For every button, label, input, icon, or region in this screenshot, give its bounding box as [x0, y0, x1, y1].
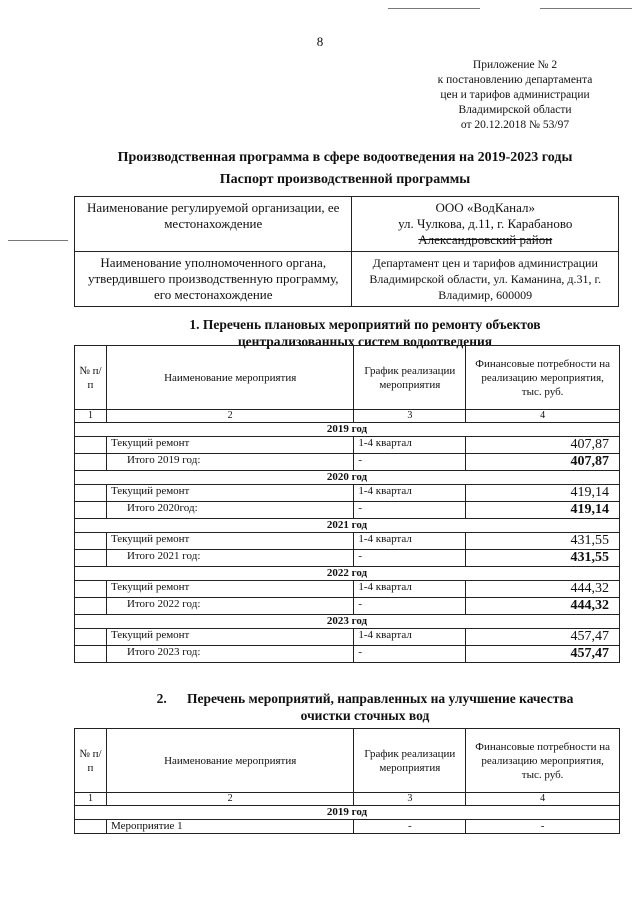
total-row	[75, 550, 620, 567]
passport-table	[74, 196, 619, 307]
main-title: Производственная программа в сфере водоотведения на 2019-2023 годы	[117, 150, 573, 165]
total-dash: -	[354, 646, 466, 663]
scan-artifact	[540, 8, 632, 9]
total-row	[75, 502, 620, 519]
item-period: 1-4 квартал	[354, 533, 466, 550]
total-dash: -	[354, 502, 466, 519]
total-label: Итого 2023 год:	[106, 646, 353, 663]
table-row	[75, 533, 620, 550]
scan-artifact	[8, 240, 68, 241]
col-number: 1	[75, 793, 107, 806]
page-number: 8	[316, 34, 324, 49]
table-row	[75, 629, 620, 646]
appendix-block	[415, 58, 615, 133]
table-row	[75, 820, 620, 834]
header-name: Наименование мероприятия	[106, 346, 353, 410]
appendix-line: от 20.12.2018 № 53/97	[460, 119, 570, 131]
item-period: 1-4 квартал	[354, 437, 466, 454]
total-row	[75, 454, 620, 471]
passport-value	[352, 197, 619, 252]
table-row	[75, 485, 620, 502]
item-name: Текущий ремонт	[106, 629, 353, 646]
year-label: 2020 год	[75, 471, 620, 485]
item-period: 1-4 квартал	[354, 581, 466, 598]
total-dash: -	[354, 454, 466, 471]
appendix-line: Владимирской области	[458, 104, 572, 116]
total-row	[75, 646, 620, 663]
org-address: ул. Чулкова, д.11, г. Карабаново	[398, 216, 573, 231]
repair-table	[74, 345, 620, 663]
header-finance: Финансовые потребности на реализацию мероприятия, тыс. руб.	[466, 346, 620, 410]
section2-title	[105, 690, 625, 724]
table-header-row	[75, 346, 620, 410]
col-number: 4	[466, 410, 620, 423]
year-row	[75, 567, 620, 581]
col-number: 3	[354, 410, 466, 423]
passport-label: Наименование уполномоченного органа, утвердившего производственную программу, его местонахождение	[75, 252, 352, 307]
total-dash: -	[354, 550, 466, 567]
section1-title-line: централизованных систем водоотведения	[237, 334, 493, 349]
year-row	[75, 615, 620, 629]
quality-table	[74, 728, 620, 834]
item-name: Текущий ремонт	[106, 485, 353, 502]
column-number-row	[75, 410, 620, 423]
appendix-line: цен и тарифов администрации	[440, 89, 590, 101]
col-number: 1	[75, 410, 107, 423]
year-row	[75, 423, 620, 437]
total-value: 444,32	[466, 598, 620, 615]
item-value: 444,32	[466, 581, 620, 598]
scan-artifact	[388, 8, 480, 9]
year-label: 2019 год	[75, 423, 620, 437]
item-value: 431,55	[466, 533, 620, 550]
header-schedule: График реализации мероприятия	[354, 729, 466, 793]
section2-title-line: очистки сточных вод	[300, 708, 430, 723]
year-row	[75, 806, 620, 820]
total-label: Итого 2020год:	[106, 502, 353, 519]
total-label: Итого 2019 год:	[106, 454, 353, 471]
item-value: 419,14	[466, 485, 620, 502]
item-name: Текущий ремонт	[106, 581, 353, 598]
year-label: 2023 год	[75, 615, 620, 629]
year-row	[75, 519, 620, 533]
col-number: 4	[466, 793, 620, 806]
item-value: 407,87	[466, 437, 620, 454]
year-row	[75, 471, 620, 485]
total-row	[75, 598, 620, 615]
col-number: 2	[106, 793, 353, 806]
header-num: № п/п	[75, 729, 107, 793]
appendix-line: Приложение № 2	[472, 59, 558, 71]
item-name: Текущий ремонт	[106, 533, 353, 550]
total-value: 457,47	[466, 646, 620, 663]
item-period: 1-4 квартал	[354, 629, 466, 646]
col-number: 3	[354, 793, 466, 806]
passport-title: Паспорт производственной программы	[219, 172, 471, 187]
year-label: 2019 год	[75, 806, 620, 820]
item-name: Мероприятие 1	[106, 820, 353, 834]
table-row	[75, 581, 620, 598]
year-label: 2021 год	[75, 519, 620, 533]
passport-label: Наименование регулируемой организации, ее местонахождение	[75, 197, 352, 252]
item-finance: -	[466, 820, 620, 834]
section1-title-line: 1. Перечень плановых мероприятий по ремонту объектов	[189, 317, 541, 332]
header-name: Наименование мероприятия	[106, 729, 353, 793]
total-label: Итого 2021 год:	[106, 550, 353, 567]
org-district: Александровский район	[418, 232, 553, 247]
item-schedule: -	[354, 820, 466, 834]
appendix-line: к постановлению департамента	[437, 74, 593, 86]
col-number: 2	[106, 410, 353, 423]
org-name: ООО «ВодКанал»	[435, 200, 535, 215]
column-number-row	[75, 793, 620, 806]
total-value: 419,14	[466, 502, 620, 519]
year-label: 2022 год	[75, 567, 620, 581]
table-header-row	[75, 729, 620, 793]
header-num: № п/п	[75, 346, 107, 410]
header-finance: Финансовые потребности на реализацию мероприятия, тыс. руб.	[466, 729, 620, 793]
passport-value: Департамент цен и тарифов администрации Владимирской области, ул. Каманина, д.31, г. Владимир, 600009	[352, 252, 619, 307]
total-dash: -	[354, 598, 466, 615]
total-value: 431,55	[466, 550, 620, 567]
section2-title-line: 2. Перечень мероприятий, направленных на улучшение качества	[156, 691, 574, 706]
item-value: 457,47	[466, 629, 620, 646]
total-label: Итого 2022 год:	[106, 598, 353, 615]
total-value: 407,87	[466, 454, 620, 471]
item-name: Текущий ремонт	[106, 437, 353, 454]
item-period: 1-4 квартал	[354, 485, 466, 502]
table-row	[75, 437, 620, 454]
header-schedule: График реализации мероприятия	[354, 346, 466, 410]
